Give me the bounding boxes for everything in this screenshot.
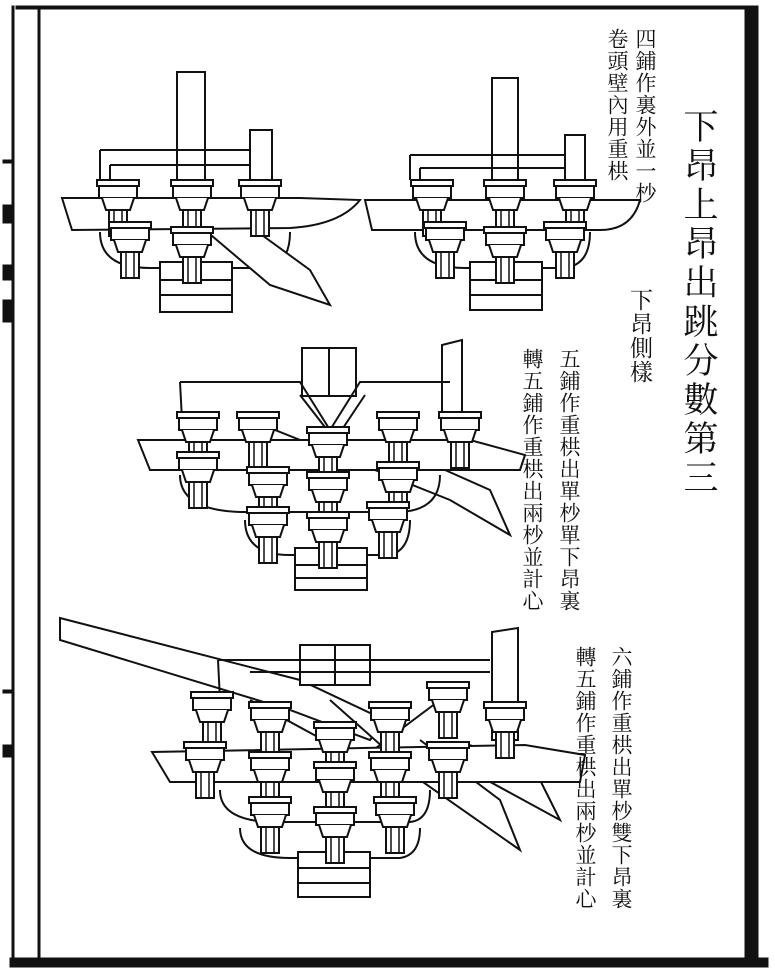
border-right (745, 6, 758, 964)
caption-four-puzuo-line-1: 四鋪作裏外並一杪 (633, 28, 657, 204)
caption-five-puzuo-line-1: 五鋪作重栱出單杪單下昂裏 (557, 348, 581, 612)
binding-mark-4 (3, 300, 11, 322)
caption-six-puzuo-line-1: 六鋪作重栱出單杪雙下昂裏 (609, 646, 633, 910)
border-top (16, 6, 758, 9)
page-title: 下昂上昂出跳分數第三 (678, 108, 718, 498)
border-bottom (10, 958, 768, 967)
caption-five-puzuo-line-2: 轉五鋪作重栱出兩杪並計心 (520, 348, 544, 612)
border-left-inner (38, 6, 40, 958)
figure-four-puzuo-left (62, 72, 360, 312)
binding-mark-6 (3, 690, 11, 693)
figure-five-puzuo (138, 340, 525, 590)
caption-six-puzuo-line-2: 轉五鋪作重栱出兩杪並計心 (573, 646, 597, 910)
binding-mark-5 (3, 745, 11, 757)
caption-four-puzuo-line-2: 卷頭壁內用重栱 (605, 28, 629, 182)
binding-mark-3 (3, 265, 11, 280)
border-left-outer (12, 6, 14, 958)
side-view-label: 下昂側樣 (626, 288, 652, 384)
binding-mark-2 (3, 205, 11, 223)
figure-six-puzuo (60, 618, 585, 897)
binding-mark-1 (3, 160, 11, 163)
figure-four-puzuo-right (365, 78, 640, 310)
